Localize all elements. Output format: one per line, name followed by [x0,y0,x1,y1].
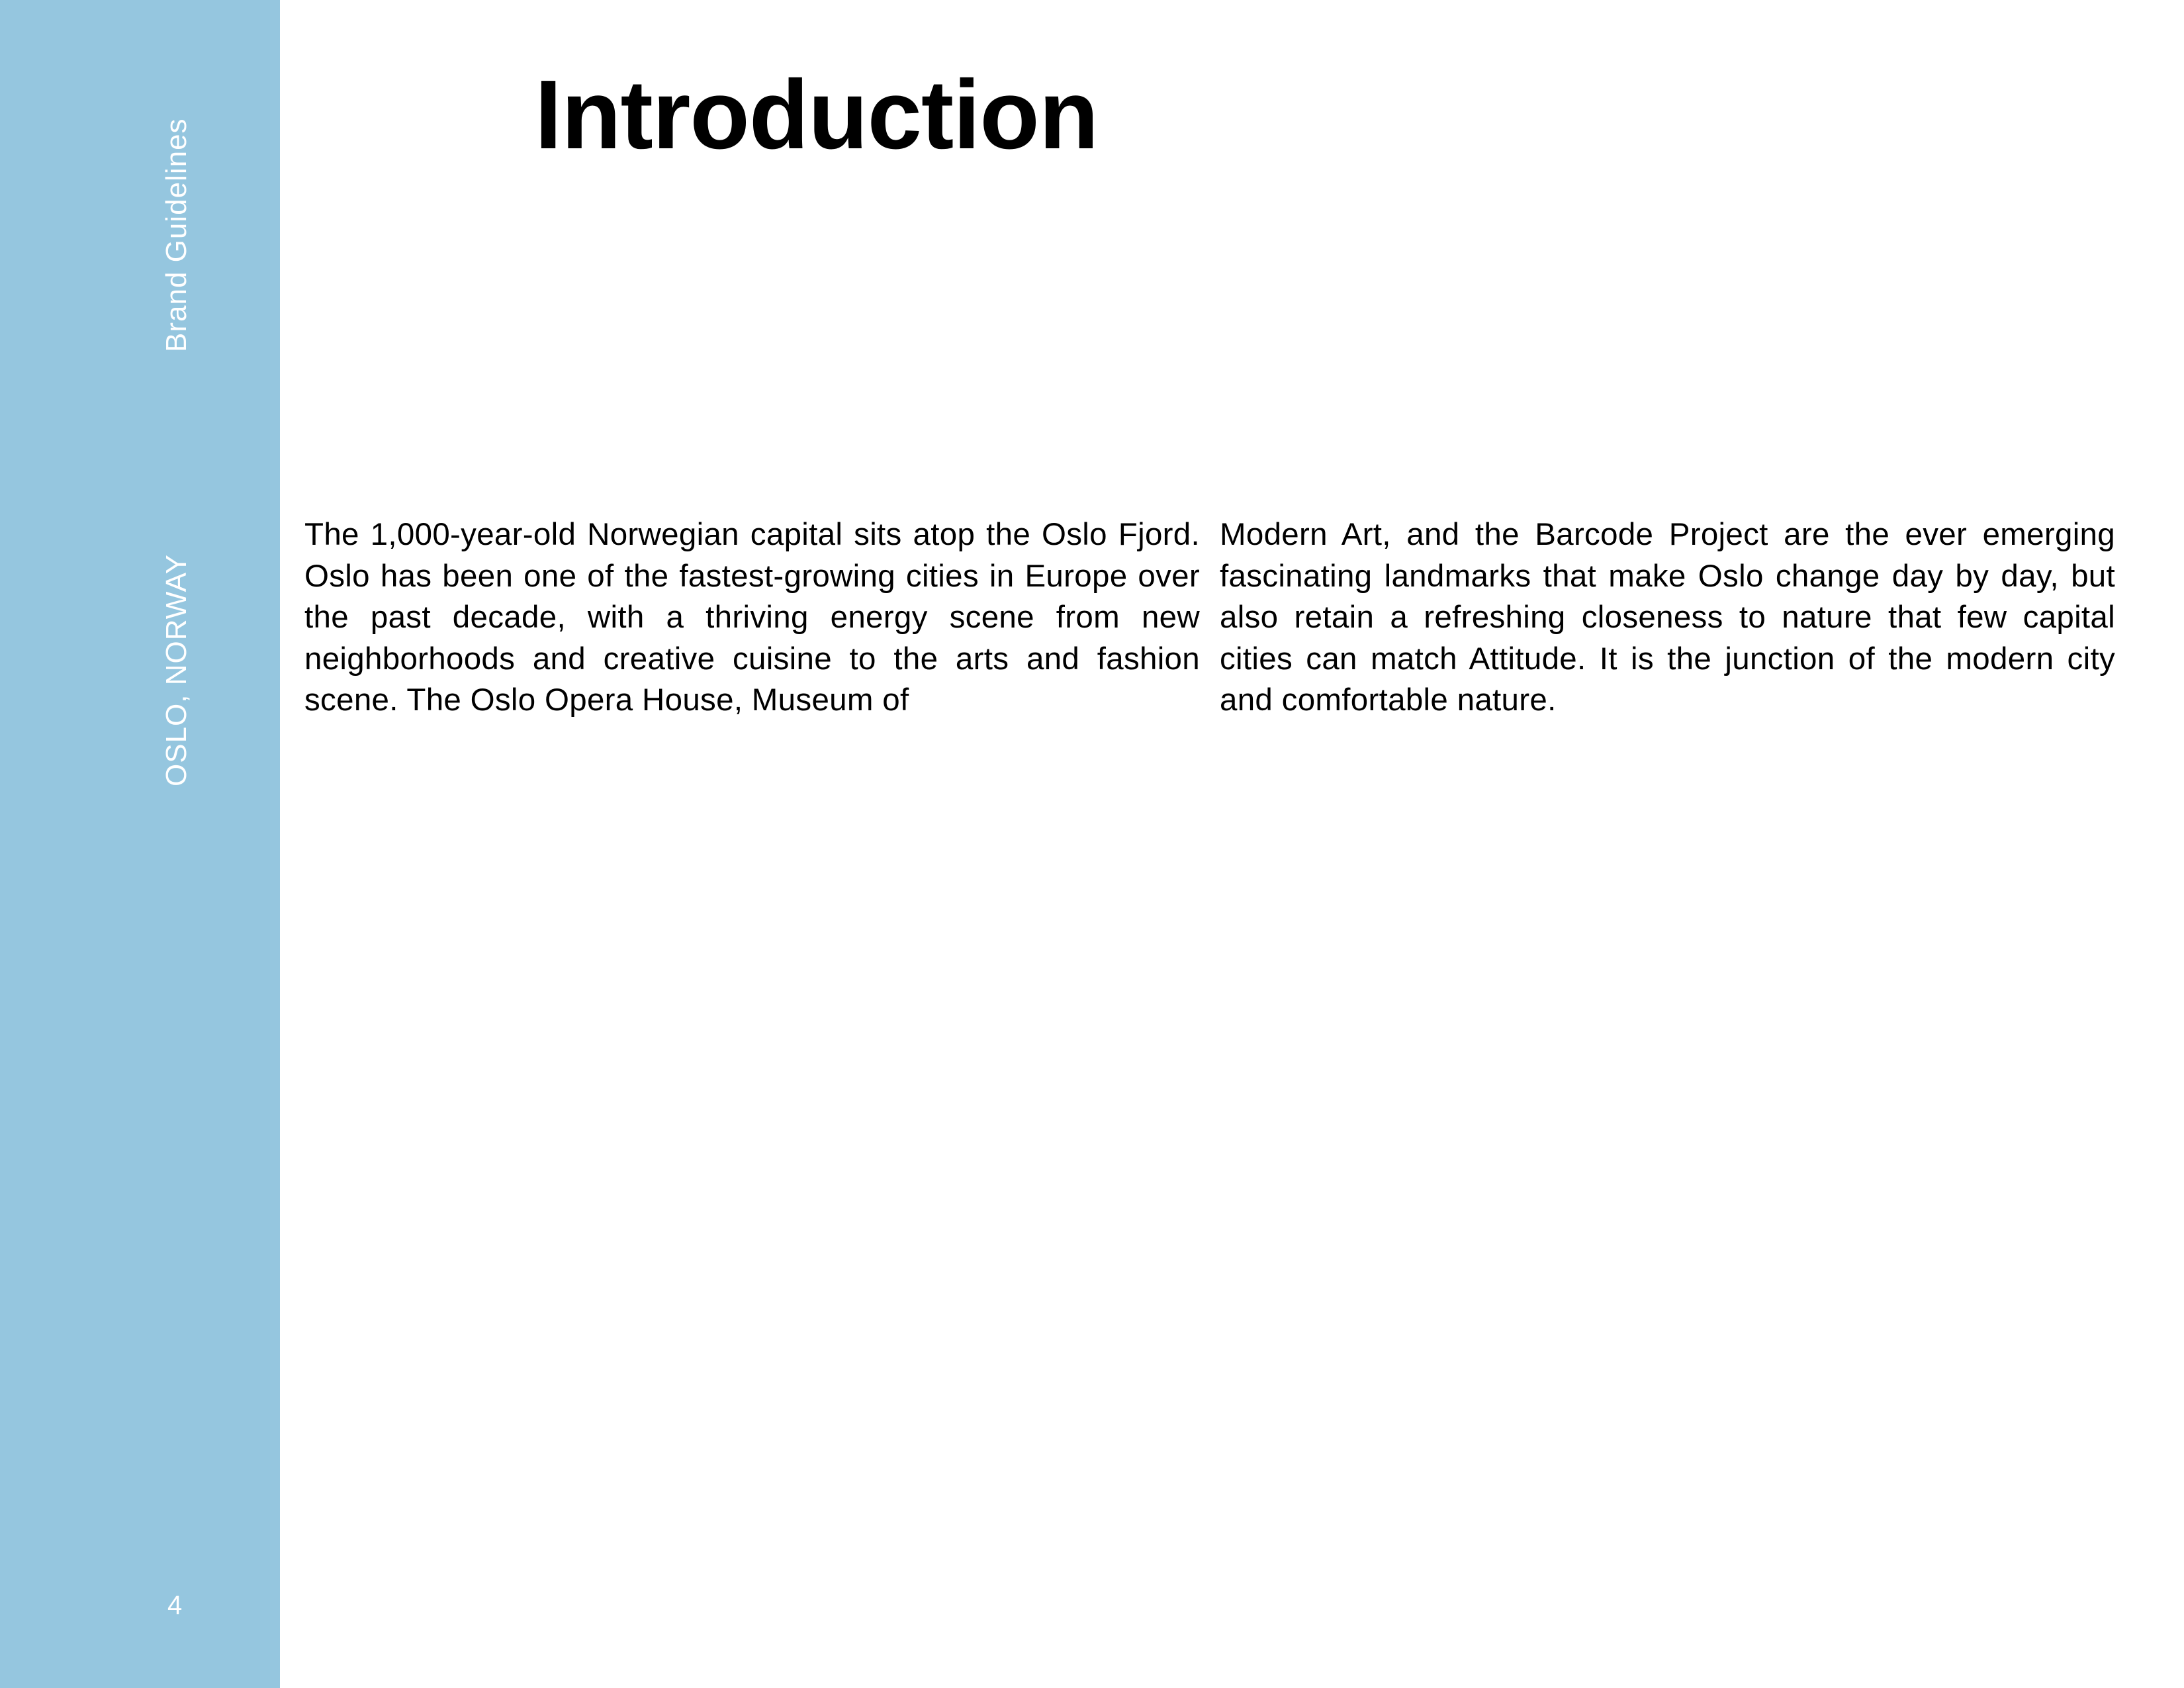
body-text-column-1: The 1,000-year-old Norwegian capital sits atop the Oslo Fjord. Oslo has been one of the fastest-growing cities in Europe over the past decade, with a thriving energy scene from new neighborhoods and creative cuisine to the arts and fashion scene. The Oslo Opera House, Museum of [304,517,1200,718]
body-text-column-2: Modern Art, and the Barcode Project are the ever emerging fascinating landmarks that make Oslo change day by day, but also retain a refreshing closeness to nature that few capital cities can match Attitude. It is the junction of the modern city and comfortable nature. [1220,517,2115,718]
sidebar [0,0,280,1688]
location-label: OSLO, NORWAY [160,553,193,786]
page-number: 4 [167,1591,183,1620]
page-title: Introduction [535,60,1099,169]
brand-guidelines-label: Brand Guidelines [160,118,193,352]
